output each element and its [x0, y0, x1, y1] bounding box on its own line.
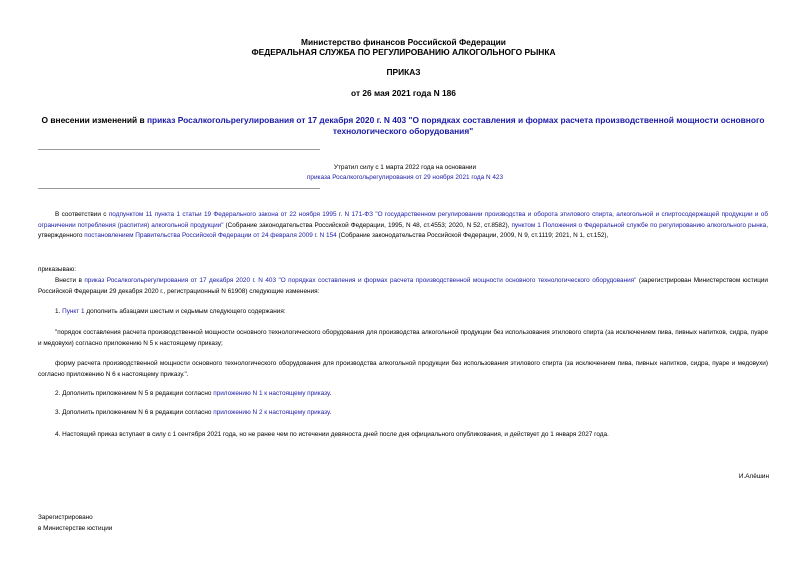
text-span: . [329, 390, 332, 397]
text-span: дополнить абзацами шестым и седьмым следующего содержания: [84, 308, 286, 315]
text-span: Внести в [55, 277, 85, 284]
government-decree-link[interactable]: постановлением Правительства Российской Федерации от 24 февраля 2009 г. N 154 [84, 232, 337, 239]
item-1 [38, 307, 768, 318]
appendix-2-link[interactable]: приложению N 2 к настоящему приказу [213, 409, 330, 416]
amend-paragraph [38, 276, 768, 297]
text-span: . [329, 409, 332, 416]
registration-line-1: Зарегистрировано [38, 514, 93, 521]
appendix-1-link[interactable]: приложению N 1 к настоящему приказу [213, 390, 330, 397]
text-span: 2. Дополнить приложением N 5 в редакции согласно [55, 390, 214, 397]
quote-paragraph-1: "порядок составления расчета производственной мощности основного технологического оборудования для производства алкогольной продукции без использования этилового спирта (за исключением пива, пивных напитков, сидра, пуаре и медовухи) согласно приложению N 5 к настоящему приказу; [38, 329, 768, 347]
doc-date-number: от 26 мая 2021 года N 186 [351, 88, 456, 98]
document-title [28, 115, 778, 137]
law-link[interactable]: подпунктом 11 пункта 1 статьи 19 Федерального закона от 22 ноября 1995 г. N 171-ФЗ "О государственном регулировании производства и оборота этилового спирта, алкогольной и спиртосодержащей продукции и об ограничении потребления (распития) алкогольной продукции" [38, 211, 769, 229]
text-span: , утвержденного [38, 221, 768, 239]
repeal-note [280, 163, 530, 183]
doc-type: ПРИКАЗ [386, 67, 421, 77]
ministry-name: Министерство финансов Российской Федерации [301, 37, 506, 47]
text-span: В соответствии с [55, 211, 109, 218]
repeal-line: Утратил силу с 1 марта 2022 года на основании [333, 164, 477, 171]
divider-top [38, 149, 320, 150]
item-3 [38, 408, 768, 419]
registration-line-2: в Министерстве юстиции [38, 525, 113, 532]
item-2 [38, 389, 768, 400]
service-name: ФЕДЕРАЛЬНАЯ СЛУЖБА ПО РЕГУЛИРОВАНИЮ АЛКОГОЛЬНОГО РЫНКА [251, 47, 556, 57]
amended-order-link[interactable]: приказ Росалкогольрегулирования от 17 декабря 2020 г. N 403 "О порядках составления и формах расчета производственной мощности основного технологического оборудования" [84, 277, 637, 284]
title-order-link[interactable]: приказ Росалкогольрегулирования от 17 декабря 2020 г. N 403 "О порядках составления и формах расчета производственной мощности основного технологического оборудования" [146, 115, 765, 136]
quote-paragraph-2: форму расчета производственной мощности основного технологического оборудования для производства алкогольной продукции без использования этилового спирта (за исключением пива, пивных напитков, сидра, пуаре и медовухи) согласно приложению N 6 к настоящему приказу.". [38, 360, 768, 378]
text-span: (зарегистрирован Министерством юстиции Российской Федерации 29 декабря 2020 г., регистрационный N 61908) следующие изменения: [38, 277, 768, 295]
text-span: 3. Дополнить приложением N 6 в редакции согласно [55, 409, 214, 416]
order-word: приказываю: [38, 266, 76, 273]
regulation-link[interactable]: пунктом 1 Положения о Федеральной службе по регулированию алкогольного рынка [511, 221, 767, 229]
signature: И.Алёшин [738, 473, 769, 480]
text-span: (Собрание законодательства Российской Федерации, 2009, N 9, ст.1119; 2021, N 1, ст.152), [336, 232, 609, 239]
item-number: 1. [55, 308, 63, 315]
text-span: (Собрание законодательства Российской Федерации, 1995, N 48, ст.4553; 2020, N 52, ст.8582), [223, 221, 512, 229]
preamble-paragraph [38, 210, 768, 242]
divider-bottom [38, 188, 320, 189]
title-prefix: О внесении изменений в [41, 115, 147, 125]
repeal-order-link[interactable]: приказа Росалкогольрегулирования от 29 ноября 2021 года N 423 [306, 174, 504, 181]
point-1-link[interactable]: Пункт 1 [62, 308, 85, 315]
item-4: 4. Настоящий приказ вступает в силу с 1 сентября 2021 года, но не ранее чем по истечении девяноста дней после дня официального опубликования, и действует до 1 января 2027 года. [55, 431, 609, 438]
